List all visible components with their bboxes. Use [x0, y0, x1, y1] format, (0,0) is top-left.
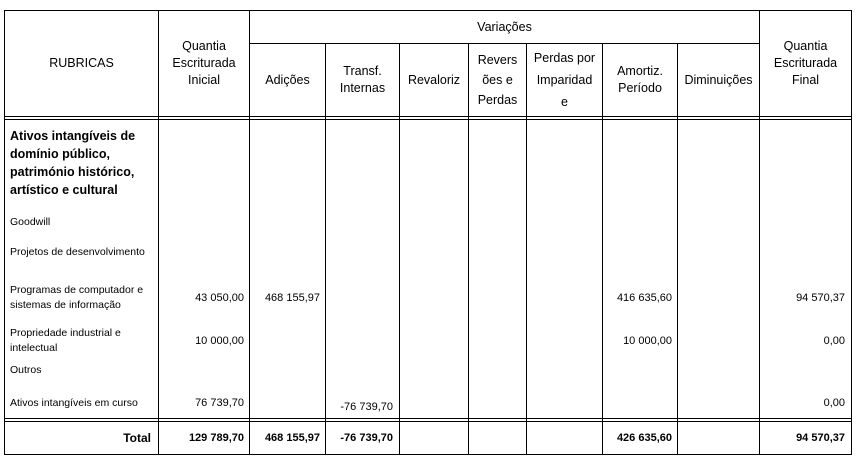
header-transf: Transf. Internas: [339, 64, 386, 95]
row-label-programas: Programas de computador e sistemas de informação: [10, 284, 144, 311]
programas-inicial: 43 050,00: [195, 292, 244, 304]
total-top-double-line: [4, 421, 852, 422]
em-curso-transf: -76 739,70: [340, 401, 393, 413]
table-border-right: [851, 10, 852, 455]
header-reversoes: Revers ões e Perdas: [477, 53, 518, 107]
programas-adicoes: 468 155,97: [264, 292, 320, 304]
programas-amortiz: 416 635,60: [616, 292, 672, 304]
row-label-goodwill: Goodwill: [10, 216, 51, 228]
header-adicoes: Adições: [265, 72, 310, 87]
total-label: Total: [123, 431, 151, 445]
total-amortiz: 426 635,60: [616, 432, 672, 444]
header-diminuicoes: Diminuições: [684, 72, 753, 87]
row-label-propriedade: Propriedade industrial e intelectual: [10, 327, 121, 354]
programas-final: 94 570,37: [796, 292, 845, 304]
row-label-projetos: Projetos de desenvolvimento: [10, 246, 145, 258]
section-title: Ativos intangíveis de domínio público, património histórico, artístico e cultural: [10, 129, 136, 197]
em-curso-final: 0,00: [823, 397, 845, 409]
row-label-em-curso: Ativos intangíveis em curso: [10, 397, 138, 409]
total-inicial: 129 789,70: [188, 432, 244, 444]
total-final: 94 570,37: [796, 432, 845, 444]
header-final: Quantia Escriturada Final: [773, 39, 838, 87]
propriedade-amortiz: 10 000,00: [623, 335, 672, 347]
total-top-line: [4, 418, 852, 419]
header-perdas: Perdas por Imparidad e: [533, 51, 596, 109]
header-variacoes: Variações: [477, 19, 532, 34]
total-adicoes: 468 155,97: [264, 432, 320, 444]
total-transf: -76 739,70: [340, 432, 393, 444]
header-revaloriz: Revaloriz: [407, 72, 461, 87]
header-inicial: Quantia Escriturada Inicial: [172, 39, 236, 87]
em-curso-inicial: 76 739,70: [195, 397, 244, 409]
propriedade-inicial: 10 000,00: [195, 335, 244, 347]
table-border-bottom: [4, 454, 852, 455]
header-amortiz: Amortiz. Período: [617, 64, 663, 95]
header-bottom-double-line: [4, 119, 852, 120]
header-bottom-line: [4, 116, 852, 117]
header-rubricas: RUBRICAS: [49, 56, 114, 70]
row-label-outros: Outros: [10, 364, 42, 376]
propriedade-final: 0,00: [823, 335, 845, 347]
